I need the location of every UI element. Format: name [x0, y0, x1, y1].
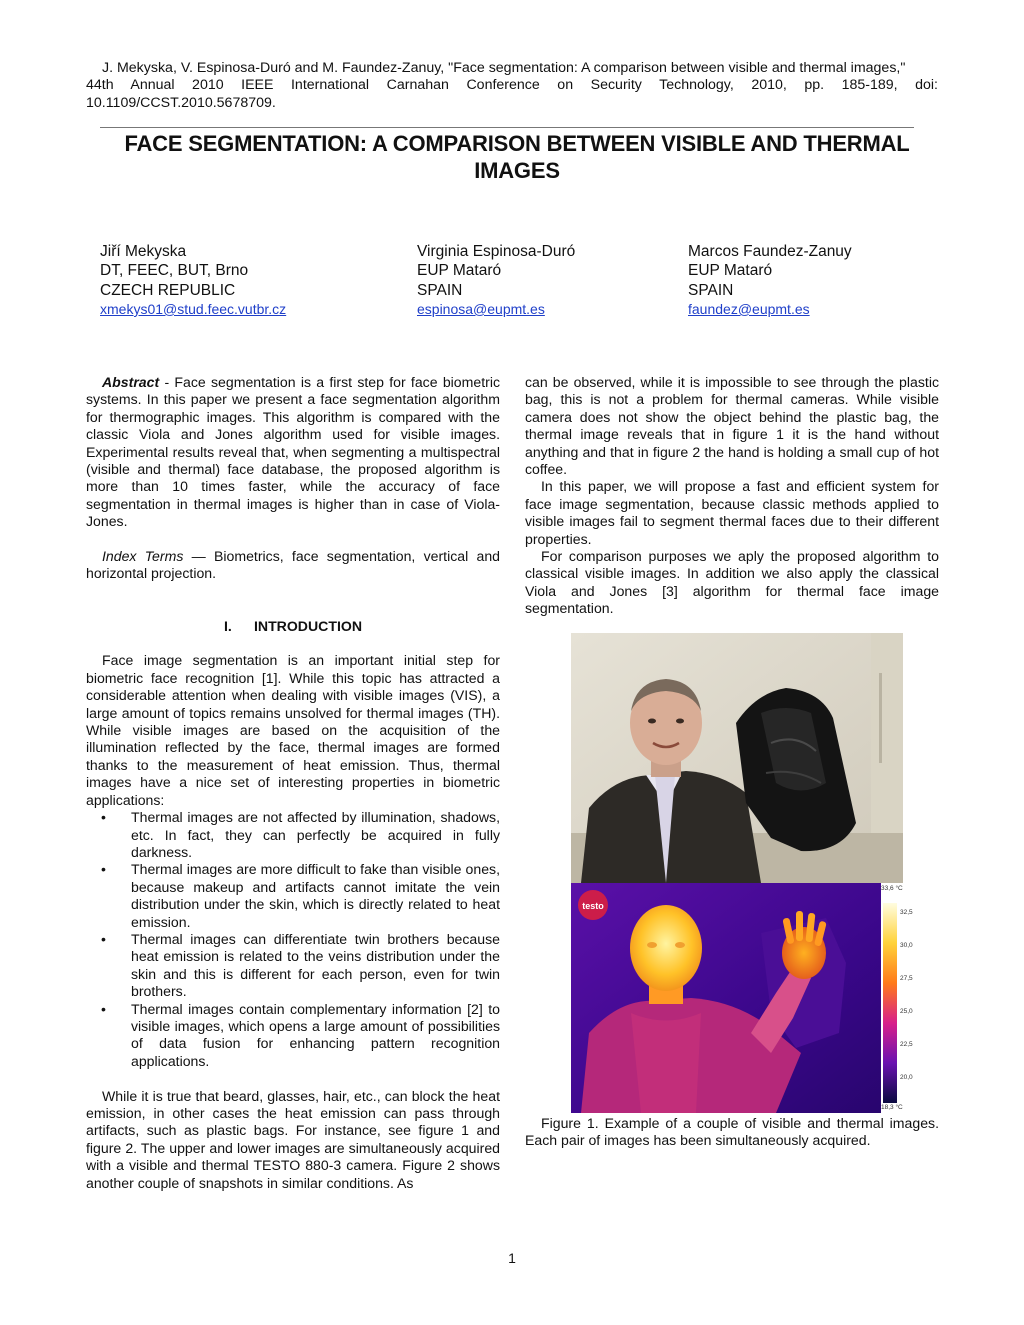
- paper-title: FACE SEGMENTATION: A COMPARISON BETWEEN VISIBLE AND THERMAL IMAGES: [124, 131, 910, 183]
- citation-rest: 44th Annual 2010 IEEE International Carnahan Conference on Security Technology, 2010, pp. 185-189, doi: 10.1109/CCST.2010.5678709.: [86, 77, 938, 111]
- author-email-link[interactable]: faundez@eupmt.es: [688, 300, 810, 317]
- testo-logo: testo: [582, 901, 604, 911]
- index-terms: [86, 548, 500, 583]
- author-country: SPAIN: [688, 281, 734, 299]
- right-paragraph-1: can be observed, while it is impossible to see through the plastic bag, this is not a problem for thermal cameras. While visible camera does not show the object behind the plastic bag, the thermal image reveals that in figure 1 it is the hand without anything and that in figure 2 the hand is holding a small cup of hot coffee.: [525, 374, 939, 478]
- citation-line1: J. Mekyska, V. Espinosa-Duró and M. Faundez-Zanuy, "Face segmentation: A comparison between visible and thermal images,": [102, 60, 906, 76]
- author-block-1: [100, 242, 400, 319]
- list-item: • Thermal images can differentiate twin brothers because heat emission is related to the veins distribution under the skin and this is different for each person, even for twin brothers.: [86, 931, 500, 1001]
- scale-max: 33,6 °C: [881, 885, 903, 892]
- scale-tick: 32,5: [900, 909, 913, 916]
- intro-paragraph-2: While it is true that beard, glasses, hair, etc., can block the heat emission, in other cases the heat emission can pass through artifacts, such as plastic bags. For instance, see figure 1 and figure 2. The upper and lower images are simultaneously acquired with a visible and thermal TESTO 880-3 camera. Figure 2 shows another couple of snapshots in similar conditions. As: [86, 1087, 500, 1191]
- author-affiliation: EUP Mataró: [688, 262, 773, 280]
- right-paragraph-3: For comparison purposes we aply the proposed algorithm to classical visible images. In addition we also apply the classical Viola and Jones [3] algorithm for thermal face image segmentation.: [525, 548, 939, 617]
- section-heading: [86, 618, 500, 635]
- right-column: [525, 374, 939, 618]
- author-affiliation: EUP Mataró: [417, 262, 502, 280]
- list-item: • Thermal images are more difficult to fake than visible ones, because makeup and artifacts cannot imitate the vein distribution under the skin, which is directly related to heat emission.: [86, 861, 500, 931]
- intro-paragraph-1: Face image segmentation is an important initial step for biometric face recognition [1]. While this topic has attracted a considerable attention when dealing with visible images (VIS), a large amount of topics remains unsolved for thermal images (TH). While visible images are based on the acquisition of the illumination reflected by the face, thermal images are formed thanks to the measurement of heat emission. Thus, thermal images have a nice set of interesting properties in biometric applications:: [86, 652, 500, 808]
- index-terms-label: Index Terms: [102, 548, 184, 565]
- list-item: • Thermal images contain complementary information [2] to visible images, which opens a large amount of possibilities of data fusion for enhancing pattern recognition applications.: [86, 1001, 500, 1071]
- author-country: SPAIN: [417, 281, 463, 299]
- author-block-3: [688, 242, 928, 319]
- author-name: Marcos Faundez-Zanuy: [688, 243, 852, 260]
- section-number: I.: [223, 617, 232, 634]
- section-title: INTRODUCTION: [253, 617, 363, 634]
- scale-tick: 20,0: [900, 1074, 913, 1081]
- author-name: Jiří Mekyska: [100, 243, 187, 260]
- abstract-text: - Face segmentation is a first step for face biometric systems. In this paper we present a face segmentation algorithm for thermographic images. This algorithm is compared with the classic Viola and Jones algorithm used for visible images. Experimental results reveal that, when segmenting a multispectral (visible and thermal) face database, the proposed algorithm is more than 10 times faster, while the accuracy of face segmentation in thermal images is higher than in case of Viola-Jones.: [86, 374, 500, 530]
- scale-tick: 27,5: [900, 975, 913, 982]
- page-number: 1: [508, 1250, 516, 1266]
- caption-text: Figure 1. Example of a couple of visible and thermal images. Each pair of images has been simultaneously acquired.: [525, 1115, 939, 1149]
- scale-tick: 22,5: [900, 1041, 913, 1048]
- scale-tick: 25,0: [900, 1008, 913, 1015]
- author-block-2: [417, 242, 677, 319]
- scale-min: 18,3 °C: [881, 1104, 903, 1111]
- figure-1: [571, 633, 913, 1113]
- author-email-link[interactable]: xmekys01@stud.feec.vutbr.cz: [100, 300, 287, 317]
- properties-list: [86, 809, 500, 1070]
- header-divider: [100, 127, 914, 128]
- author-country: CZECH REPUBLIC: [100, 281, 236, 299]
- abstract-label: Abstract: [102, 374, 160, 390]
- thermal-image: [571, 883, 903, 1113]
- author-affiliation: DT, FEEC, BUT, Brno: [100, 262, 249, 280]
- citation-header: [86, 60, 938, 112]
- visible-image: [571, 633, 903, 883]
- index-terms-text: — Biometrics, face segmentation, vertical and horizontal projection.: [86, 548, 500, 582]
- scale-tick: 30,0: [900, 942, 913, 949]
- right-paragraph-2: In this paper, we will propose a fast and efficient system for face image segmentation, because classic methods applied to visible images fail to segment thermal faces due to their different properties.: [525, 478, 939, 547]
- figure-caption: [525, 1115, 939, 1150]
- temperature-scale: [879, 885, 919, 1115]
- list-item: • Thermal images are not affected by illumination, shadows, etc. In fact, they can perfectly be acquired in fully darkness.: [86, 809, 500, 861]
- author-email-link[interactable]: espinosa@eupmt.es: [417, 300, 545, 317]
- author-name: Virginia Espinosa-Duró: [417, 243, 576, 260]
- scale-bar: [883, 903, 897, 1103]
- abstract: [86, 374, 500, 531]
- left-column: [86, 374, 500, 1192]
